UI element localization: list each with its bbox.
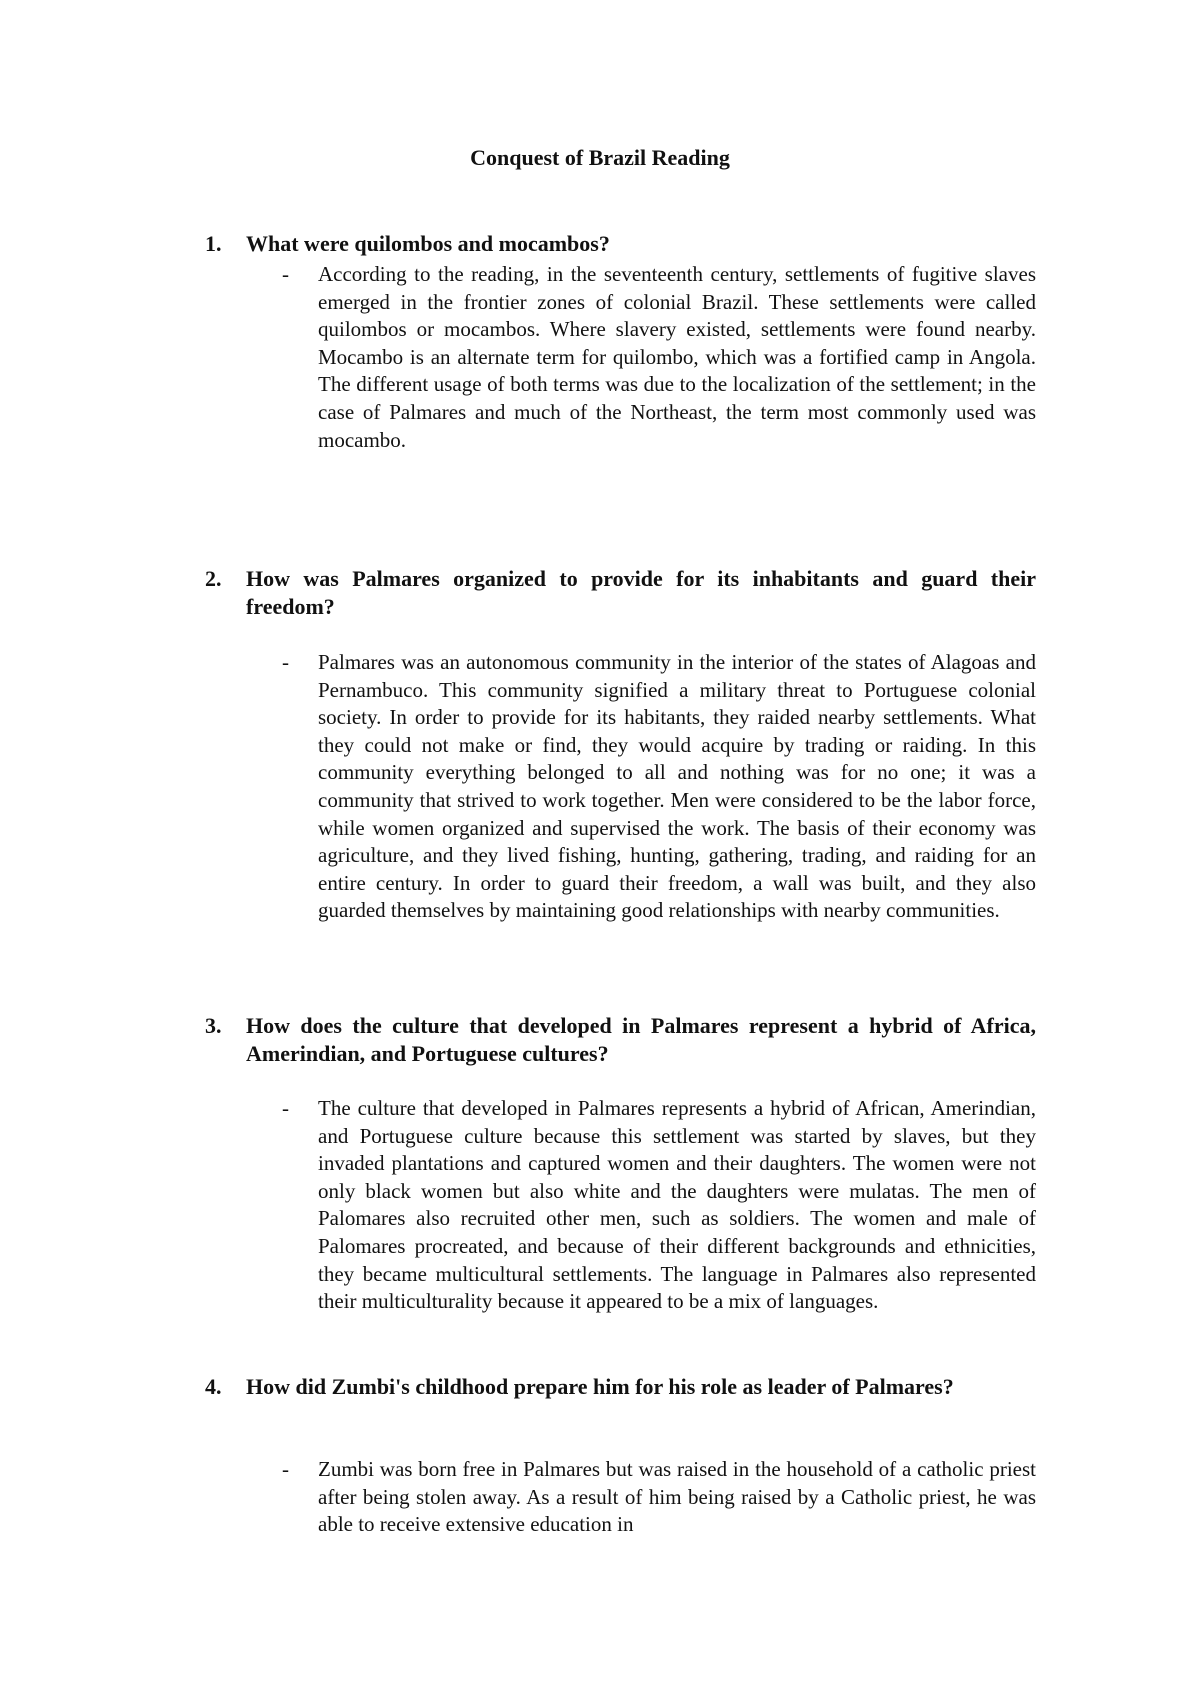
answer-3 — [282, 1095, 1036, 1316]
bullet-dash: - — [282, 1096, 289, 1120]
question-number: 4. — [205, 1374, 222, 1399]
answer-text: According to the reading, in the seventeenth century, settlements of fugitive slaves emerged in the frontier zones of colonial Brazil. These settlements were called quilombos or mocambos. Where slavery existed, settlements were found nearby. Mocambo is an alternate term for quilombo, which was a fortified camp in Angola. The different usage of both terms was due to the localization of the settlement; in the case of Palmares and much of the Northeast, the term most commonly used was mocambo. — [318, 262, 1036, 452]
question-2 — [205, 565, 1036, 621]
answer-2 — [282, 649, 1036, 925]
question-1 — [205, 230, 1036, 258]
answer-1 — [282, 261, 1036, 454]
answer-text: Zumbi was born free in Palmares but was raised in the household of a catholic priest after being stolen away. As a result of him being raised by a Catholic priest, he was able to receive extensive education in — [318, 1457, 1036, 1537]
answer-text: The culture that developed in Palmares represents a hybrid of African, Amerindian, and Portuguese culture because this settlement was started by slaves, but they invaded plantations and captured women and their daughters. The women were not only black women but also white and the daughters were mulatas. The men of Palomares also recruited other men, such as soldiers. The women and male of Palomares procreated, and because of their different backgrounds and ethnicities, they became multicultural settlements. The language in Palmares also represented their multiculturality because it appeared to be a mix of languages. — [318, 1096, 1036, 1314]
question-number: 3. — [205, 1013, 222, 1038]
question-text: What were quilombos and mocambos? — [246, 231, 610, 256]
question-3 — [205, 1012, 1036, 1068]
bullet-dash: - — [282, 650, 289, 674]
question-text: How was Palmares organized to provide for its inhabitants and guard their freedom? — [246, 566, 1036, 619]
answer-4 — [282, 1456, 1036, 1539]
answer-text: Palmares was an autonomous community in the interior of the states of Alagoas and Pernambuco. This community signified a military threat to Portuguese colonial society. In order to provide for its habitants, they raided nearby settlements. What they could not make or find, they would acquire by trading or raiding. In this community everything belonged to all and nothing was for no one; it was a community that strived to work together. Men were considered to be the labor force, while women organized and supervised the work. The basis of their economy was agriculture, and they lived fishing, hunting, gathering, trading, and raiding for an entire century. In order to guard their freedom, a wall was built, and they also guarded themselves by maintaining good relationships with nearby communities. — [318, 650, 1036, 923]
question-number: 2. — [205, 566, 222, 591]
document-title: Conquest of Brazil Reading — [470, 145, 730, 170]
question-4 — [205, 1373, 1036, 1401]
bullet-dash: - — [282, 262, 289, 286]
question-text: How did Zumbi's childhood prepare him for his role as leader of Palmares? — [246, 1374, 954, 1399]
question-text: How does the culture that developed in Palmares represent a hybrid of Africa, Amerindian, and Portuguese cultures? — [246, 1013, 1036, 1066]
question-number: 1. — [205, 231, 222, 256]
bullet-dash: - — [282, 1457, 289, 1481]
